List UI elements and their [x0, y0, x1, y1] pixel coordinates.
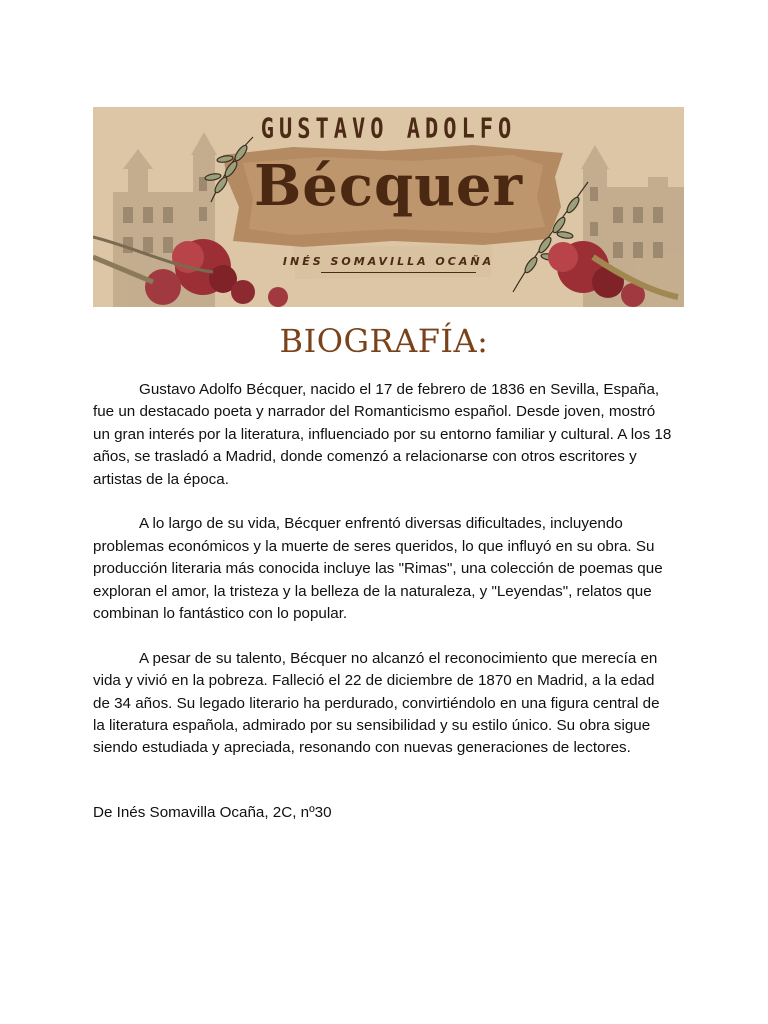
author-signature: De Inés Somavilla Ocaña, 2C, nº30	[93, 804, 332, 821]
page-heading: BIOGRAFÍA:	[279, 322, 489, 360]
biography-body	[93, 379, 675, 782]
header-banner	[93, 107, 684, 307]
paragraph-1: Gustavo Adolfo Bécquer, nacido el 17 de febrero de 1836 en Sevilla, España, fue un destacado poeta y narrador del Romanticismo español. Desde joven, mostró un gran interés por la literatura, influenciado por su entorno familiar y cultural. A los 18 años, se trasladó a Madrid, donde comenzó a relacionarse con otros escritores y artistas de la época.	[93, 381, 672, 488]
paragraph-2: A lo largo de su vida, Bécquer enfrentó diversas dificultades, incluyendo problemas económicos y la muerte de seres queridos, lo que influyó en su obra. Su producción literaria más conocida incluye las "Rimas", una colección de poemas que exploran el amor, la tristeza y la belleza de la naturaleza, y "Leyendas", relatos que combinan lo fantástico con lo popular.	[93, 515, 663, 623]
banner-author-underline	[321, 272, 476, 273]
banner-author: INÉS SOMAVILLA OCAÑA	[282, 255, 495, 268]
banner-main-title: Bécquer	[253, 153, 524, 219]
paragraph-3: A pesar de su talento, Bécquer no alcanzó el reconocimiento que merecía en vida y vivió en la pobreza. Falleció el 22 de diciembre de 1870 en Madrid, a la edad de 34 años. Su legado literario ha perdurado, convirtiéndolo en una figura central de la literatura española, admirado por su sensibilidad y su estilo único. Su obra sigue siendo estudiada y apreciada, resonando con nuevas generaciones de lectores.	[93, 649, 660, 757]
banner-top-title: GUSTAVO ADOLFO	[260, 113, 517, 146]
